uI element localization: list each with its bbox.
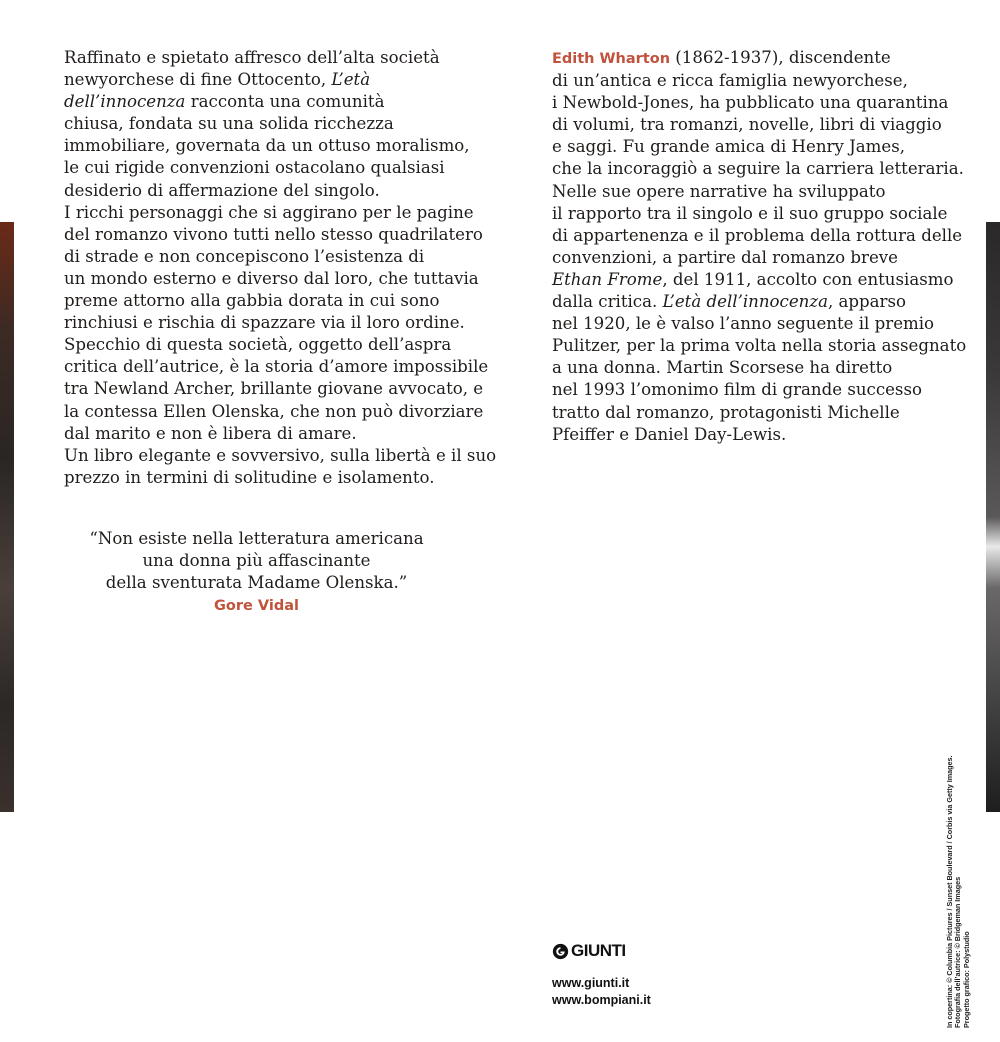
credit-line: Fotografia dell’autrice: © Bridgeman Images [953, 876, 963, 1028]
text-run: racconta una comunità [185, 92, 385, 112]
italic-title-run: L’età [331, 70, 371, 90]
text-run: di volumi, tra romanzi, novelle, libri di viaggio [552, 115, 942, 135]
text-run: (1862-1937), discendente [670, 48, 891, 67]
italic-title-run: L’età dell’innocenza [662, 292, 828, 312]
text-line [64, 180, 464, 202]
text-run: rinchiusi e rischia di spazzare via il loro ordine. [64, 313, 465, 333]
text-line [552, 291, 952, 313]
text-line [552, 424, 952, 446]
text-run: nel 1993 l’omonimo film di grande successo [552, 380, 922, 400]
text-run: Pfeiffer e Daniel Day-Lewis. [552, 424, 787, 444]
text-run: I ricchi personaggi che si aggirano per le pagine [64, 202, 474, 222]
text-run: di un’antica e ricca famiglia newyorchese, [552, 71, 908, 91]
text-line [64, 246, 464, 268]
publisher-name: GIUNTI [571, 941, 626, 960]
text-line [552, 136, 952, 158]
text-line [552, 313, 952, 335]
text-run: dalla critica. [552, 292, 663, 312]
text-line [552, 335, 967, 357]
text-run: convenzioni, a partire dal romanzo breve [552, 247, 898, 267]
text-run: , del 1911, accolto con entusiasmo [662, 269, 954, 289]
text-line [64, 445, 497, 467]
text-run: Raffinato e spietato affresco dell’alta società [64, 48, 440, 67]
text-run: critica dell’autrice, è la storia d’amore impossibile [64, 357, 489, 377]
text-run: a una donna. Martin Scorsese ha diretto [552, 358, 893, 378]
text-run: che la incoraggiò a seguire la carriera letteraria. [552, 159, 964, 179]
quote-line: una donna più affascinante [142, 551, 371, 571]
giunti-g-logo-icon [552, 943, 569, 960]
text-run: prezzo in termini di solitudine e isolamento. [64, 467, 435, 487]
quote-attribution: Gore Vidal [214, 598, 299, 615]
text-run: preme attorno alla gabbia dorata in cui sono [64, 291, 440, 311]
text-line [64, 467, 464, 489]
publisher-url[interactable]: www.bompiani.it [552, 993, 651, 1007]
text-line [64, 401, 484, 423]
text-run: Un libro elegante e sovversivo, sulla libertà e il suo [64, 445, 497, 465]
text-run: Nelle sue opere narrative ha sviluppato [552, 181, 886, 201]
author-name: Edith Wharton [552, 51, 671, 67]
text-line [552, 247, 952, 269]
text-line [552, 47, 952, 70]
text-run: chiusa, fondata su una solida ricchezza [64, 114, 394, 134]
text-run: tra Newland Archer, brillante giovane avvocato, e [64, 379, 484, 399]
author-bio-text [552, 47, 967, 446]
publisher-logo [552, 941, 626, 961]
text-run: newyorchese di fine Ottocento, [64, 70, 332, 90]
text-line [552, 158, 964, 180]
text-line [552, 402, 952, 424]
text-line [64, 135, 470, 157]
text-line [64, 334, 464, 356]
text-line [552, 379, 952, 401]
text-line [64, 224, 483, 246]
credit-line: In copertina: © Columbia Pictures / Sunset Boulevard / Corbis via Getty Images. [945, 755, 954, 1028]
text-line [552, 70, 952, 92]
text-line [64, 268, 479, 290]
image-credits [946, 756, 971, 1029]
text-line [64, 290, 464, 312]
text-line [64, 202, 474, 224]
text-line [552, 225, 963, 247]
text-line [64, 113, 464, 135]
text-run: e saggi. Fu grande amica di Henry James, [552, 137, 905, 157]
left-edge-photo-strip [0, 222, 14, 812]
right-edge-photo-strip [986, 222, 1000, 812]
synopsis-text [64, 47, 497, 489]
text-line [64, 356, 489, 378]
text-run: i Newbold-Jones, ha pubblicato una quarantina [552, 93, 949, 113]
text-run: dal marito e non è libera di amare. [64, 423, 357, 443]
text-run: , apparso [827, 292, 906, 312]
text-line [64, 378, 484, 400]
text-run: desiderio di affermazione del singolo. [64, 180, 380, 200]
text-run: Specchio di questa società, oggetto dell’aspra [64, 335, 452, 355]
text-run: di strade e non concepiscono l’esistenza di [64, 246, 425, 266]
text-line [64, 157, 464, 179]
text-run: del romanzo vivono tutti nello stesso quadrilatero [64, 224, 483, 244]
quote-line: “Non esiste nella letteratura americana [89, 529, 424, 548]
text-run: di appartenenza e il problema della rottura delle [552, 225, 963, 245]
text-run: nel 1920, le è valso l’anno seguente il premio [552, 314, 935, 334]
text-line [552, 357, 952, 379]
text-line [64, 69, 464, 91]
text-line [552, 92, 952, 114]
publisher-url[interactable]: www.giunti.it [552, 976, 630, 990]
text-run: immobiliare, governata da un ottuso moralismo, [64, 136, 470, 156]
credit-line: Progetto grafico: Polystudio [961, 931, 971, 1028]
text-line [64, 47, 464, 69]
italic-title-run: dell’innocenza [64, 92, 186, 112]
text-line [64, 423, 464, 445]
text-run: tratto dal romanzo, protagonisti Michelle [552, 402, 900, 422]
text-run: un mondo esterno e diverso dal loro, che tuttavia [64, 268, 479, 288]
text-line [552, 114, 952, 136]
text-line [552, 181, 952, 203]
text-line [64, 312, 464, 334]
text-run: il rapporto tra il singolo e il suo gruppo sociale [552, 203, 948, 223]
quote-line: della sventurata Madame Olenska.” [105, 573, 408, 593]
text-line [552, 269, 952, 291]
text-line [552, 203, 952, 225]
text-run: la contessa Ellen Olenska, che non può divorziare [64, 401, 484, 421]
italic-title-run: Ethan Frome [552, 269, 663, 289]
blurb-quote [64, 528, 449, 617]
text-run: le cui rigide convenzioni ostacolano qualsiasi [64, 158, 445, 178]
publisher-urls [552, 975, 651, 1009]
text-line [64, 91, 464, 113]
text-run: Pulitzer, per la prima volta nella storia assegnato [552, 336, 967, 356]
